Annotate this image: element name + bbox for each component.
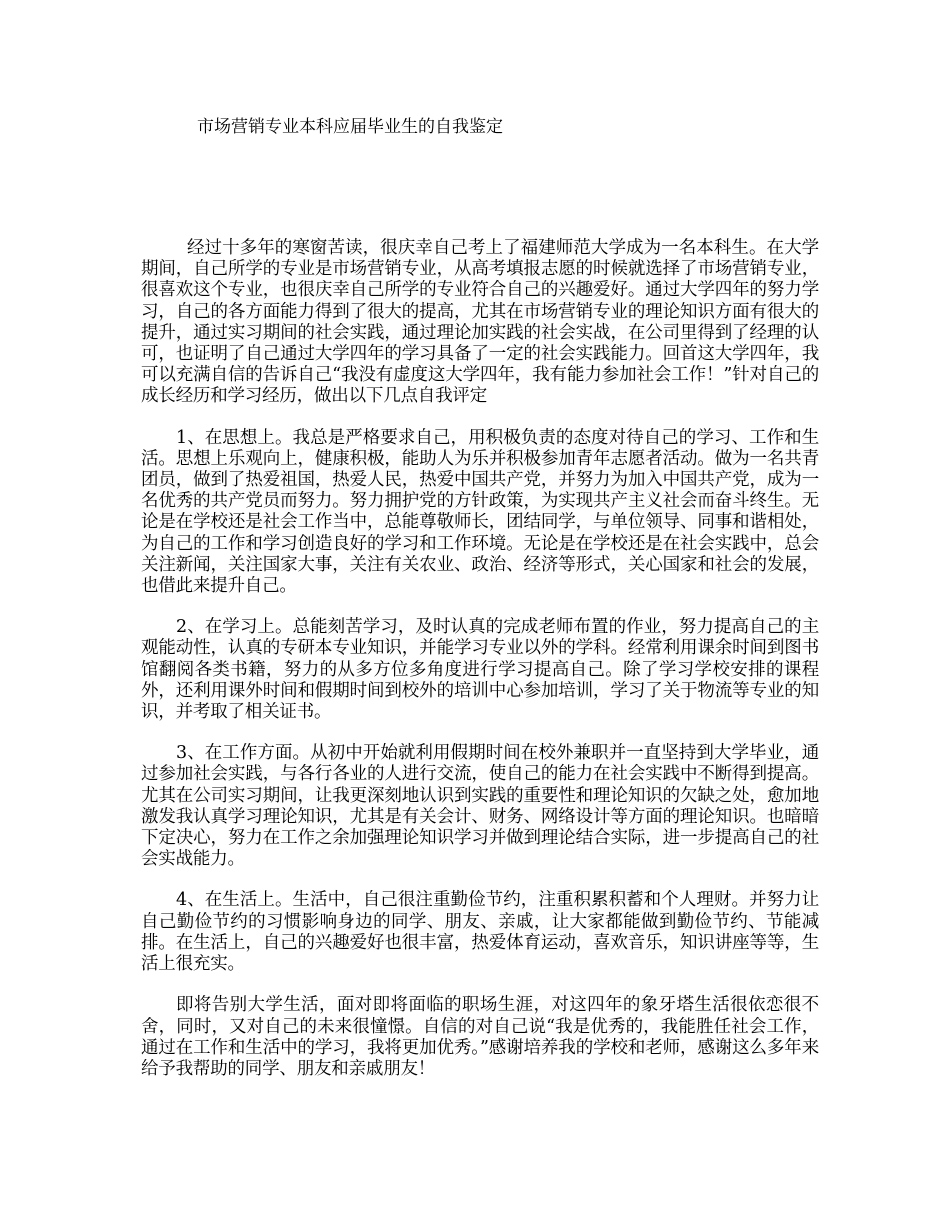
paragraph-work: 3、在工作方面。从初中开始就利用假期时间在校外兼职并一直坚持到大学毕业，通过参加社会实践，与各行各业的人进行交流，使自己的能力在社会实践中不断得到提高。尤其在公司实习期间，让我更深刻地认识到实践的重要性和理论知识的欠缺之处，愈加地激发我认真学习理论知识，尤其是有关会计、财务、网络设计等方面的理论知识。也暗暗下定决心，努力在工作之余加强理论知识学习并做到理论结合实际，进一步提高自己的社会实战能力。 [141, 743, 819, 870]
document-title: 市场营销专业本科应届毕业生的自我鉴定 [197, 117, 503, 137]
paragraph-life: 4、在生活上。生活中，自己很注重勤俭节约，注重积累积蓄和个人理财。并努力让自己勤俭节约的习惯影响身边的同学、朋友、亲戚，让大家都能做到勤俭节约、节能减排。在生活上，自己的兴趣爱好也很丰富，热爱体育运动，喜欢音乐，知识讲座等等，生活上很充实。 [141, 890, 819, 975]
paragraph-thought: 1、在思想上。我总是严格要求自己，用积极负责的态度对待自己的学习、工作和生活。思想上乐观向上，健康积极，能助人为乐并积极参加青年志愿者活动。做为一名共青团员，做到了热爱祖国，热爱人民，热爱中国共产党，并努力为加入中国共产党，成为一名优秀的共产党员而努力。努力拥护党的方针政策，为实现共产主义社会而奋斗终生。无论是在学校还是社会工作当中，总能尊敬师长，团结同学，与单位领导、同事和谐相处，为自己的工作和学习创造良好的学习和工作环境。无论是在学校还是在社会实践中，总会关注新闻，关注国家大事，关注有关农业、政治、经济等形式，关心国家和社会的发展，也借此来提升自己。 [141, 427, 819, 597]
paragraph-conclusion: 即将告别大学生活，面对即将面临的职场生涯，对这四年的象牙塔生活很依恋很不舍，同时，又对自己的未来很憧憬。自信的对自己说“我是优秀的，我能胜任社会工作，通过在工作和生活中的学习，我将更加优秀。”感谢培养我的学校和老师，感谢这么多年来给予我帮助的同学、朋友和亲戚朋友！ [141, 995, 819, 1079]
document-body [141, 238, 819, 1100]
paragraph-study: 2、在学习上。总能刻苦学习，及时认真的完成老师布置的作业，努力提高自己的主观能动性，认真的专研本专业知识，并能学习专业以外的学科。经常利用课余时间到图书馆翻阅各类书籍，努力的从多方位多角度进行学习提高自己。除了学习学校安排的课程外，还利用课外时间和假期时间到校外的培训中心参加培训，学习了关于物流等专业的知识，并考取了相关证书。 [141, 617, 819, 723]
paragraph-intro: 经过十多年的寒窗苦读，很庆幸自己考上了福建师范大学成为一名本科生。在大学期间，自己所学的专业是市场营销专业，从高考填报志愿的时候就选择了市场营销专业，很喜欢这个专业，也很庆幸自己所学的专业符合自己的兴趣爱好。通过大学四年的努力学习，自己的各方面能力得到了很大的提高，尤其在市场营销专业的理论知识方面有很大的提升，通过实习期间的社会实践，通过理论加实践的社会实战，在公司里得到了经理的认可，也证明了自己通过大学四年的学习具备了一定的社会实践能力。回首这大学四年，我可以充满自信的告诉自己“我没有虚度这大学四年，我有能力参加社会工作！”针对自己的成长经历和学习经历，做出以下几点自我评定 [141, 238, 819, 407]
